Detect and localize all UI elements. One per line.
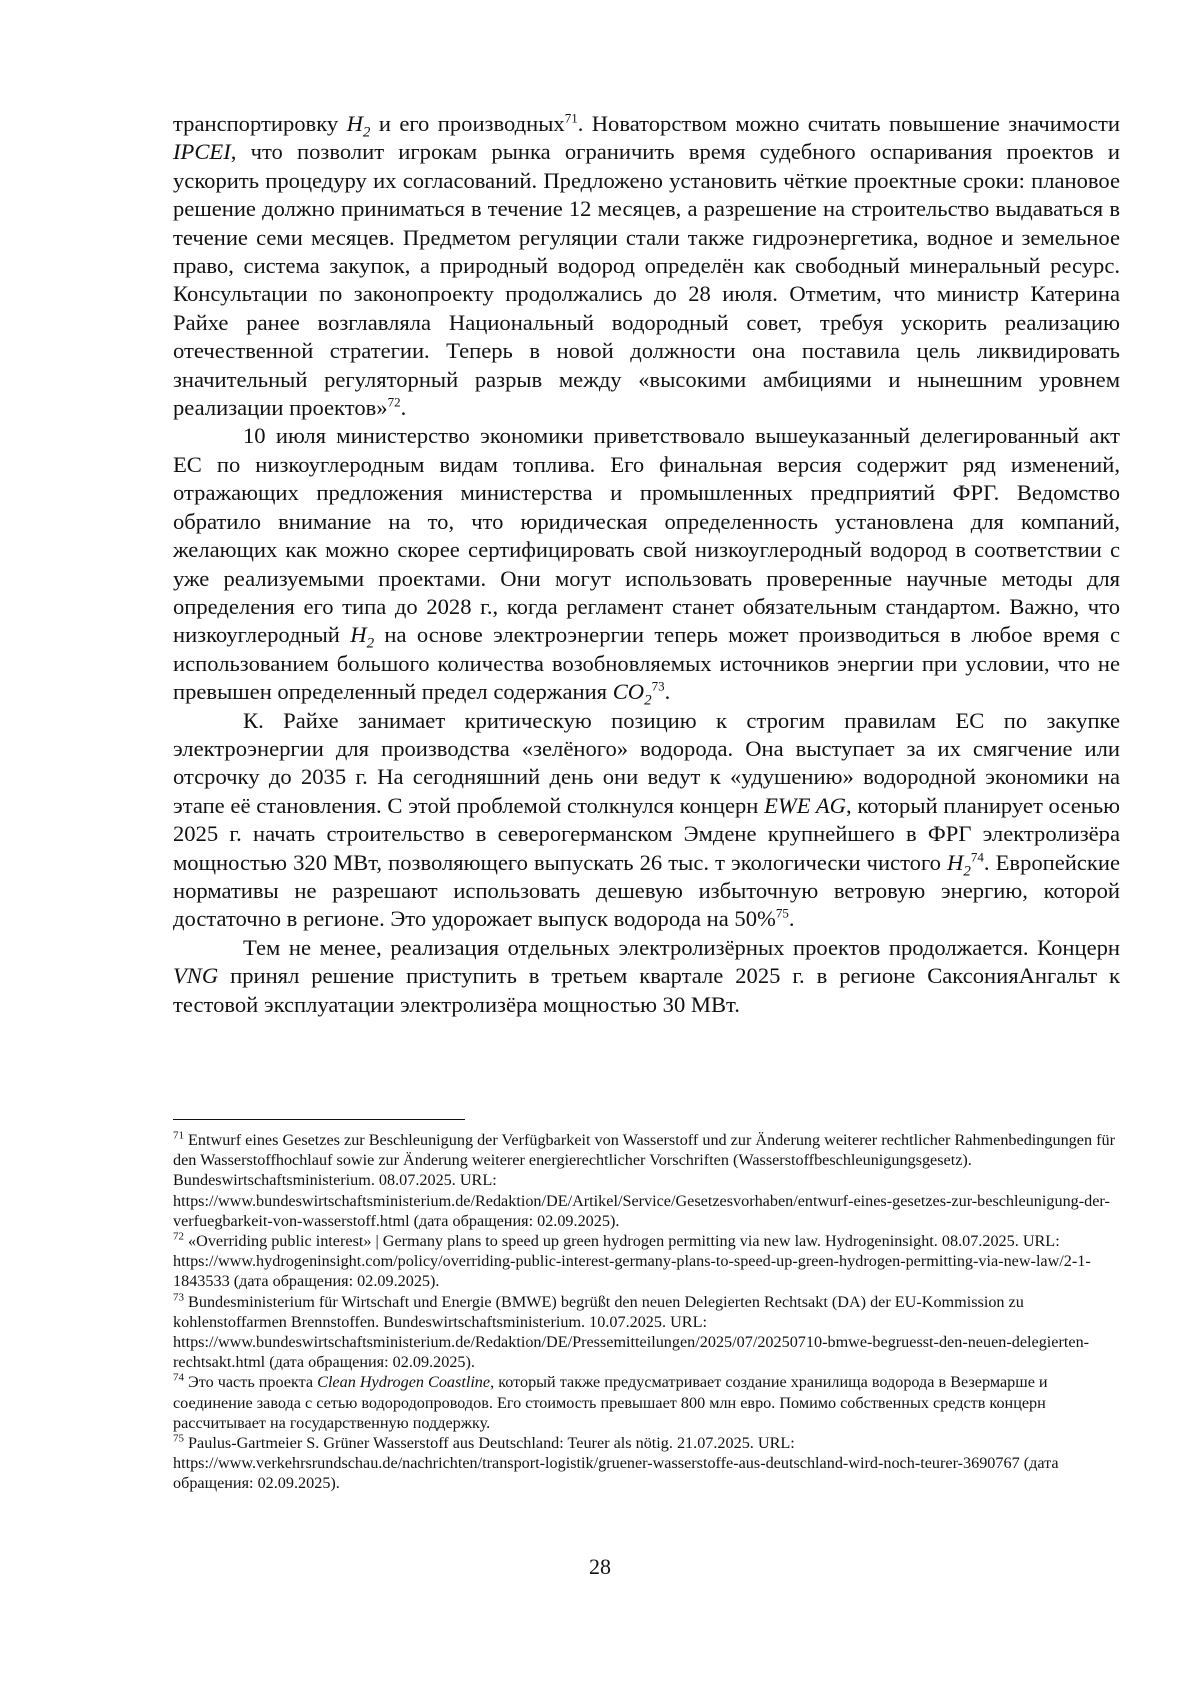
text-run: . bbox=[664, 679, 671, 705]
text-run: , что позволит игрокам рынка ограничить время судебного оспаривания проектов и ускорить процедуру их согласований. Предложено установить чёткие проектные сроки: плановое решение должно приниматься в течение 12 месяцев, а разрешение на строительство выдаваться в течение семи месяцев. Предметом регуляции стали также гидроэнергетика, водное и земельное право, система закупок, а природный водород определён как свободный минеральный ресурс. Консультации по законопроекту продолжались до 28 июля. Отметим, что министр Катерина Райхе ранее возглавляла Национальный водородный совет, требуя ускорить реализацию отечественной стратегии. Теперь в новой должности она поставила цель ликвидировать значительный регуляторный разрыв между «высокими амбициями и нынешним уровнем реализации проектов» bbox=[173, 139, 1120, 421]
footnote-ref: 72 bbox=[173, 1230, 184, 1243]
italic-text: IPCEI bbox=[173, 139, 231, 165]
text-run: , который также предусматривает создание хранилища водорода в Везермарше и соединение завода с сетью водородопроводов. Его стоимость превышает 800 млн евро. Помимо собственных средств концерн рассчитывает на государственную поддержку. bbox=[173, 1373, 1048, 1432]
footnotes bbox=[173, 1130, 1120, 1494]
subscript: 2 bbox=[366, 635, 375, 652]
text-run: . bbox=[400, 395, 407, 421]
text-run: К. Райхе занимает критическую позицию к строгим правилам ЕС по закупке электроэнергии для производства «зелёного» водорода. Она выступает за их смягчение или отсрочку до 2035 г. На сегодняшний день они ведут к «удушению» водородной экономики на этапе её становления. С этой проблемой столкнулся концерн bbox=[173, 707, 1120, 818]
text-run: Тем не менее, реализация отдельных электролизёрных проектов продолжается. Концерн bbox=[243, 934, 1120, 960]
text-run: принял решение приступить в третьем квартале 2025 г. в регионе СаксонияАнгальт к тестовой эксплуатации электролизёра мощностью 30 МВт. bbox=[173, 963, 1120, 1017]
footnote-ref: 75 bbox=[775, 905, 789, 921]
footnote-separator bbox=[173, 1119, 465, 1120]
footnote-74 bbox=[173, 1372, 1120, 1433]
paragraph-4 bbox=[173, 934, 1120, 1019]
subscript: 2 bbox=[644, 692, 652, 709]
footnote-ref: 72 bbox=[387, 394, 401, 410]
italic-text: H bbox=[350, 622, 367, 648]
footnote-ref: 75 bbox=[173, 1432, 184, 1445]
text-run: . Новаторством можно считать повышение значимости bbox=[577, 111, 1121, 136]
text-run: Это часть проекта bbox=[184, 1373, 318, 1392]
text-run: на основе электроэнергии теперь может производиться в любое время с использованием большого количества возобновляемых источников энергии при условии, что не превышен определенный предел содержания bbox=[173, 622, 1120, 705]
text-run: транспортировку bbox=[173, 111, 347, 136]
text-run: 10 июля министерство экономики приветствовало вышеуказанный делегированный акт ЕС по низкоуглеродным видам топлива. Его финальная версия содержит ряд изменений, отражающих предложения министерства и промышленных предприятий ФРГ. Ведомство обратило внимание на то, что юридическая определенность установлена для компаний, желающих как можно скорее сертифицировать свой низкоуглеродный водород в соответствии с уже реализуемыми проектами. Они могут использовать проверенные научные методы для определения его типа до 2028 г., когда регламент станет обязательным стандартом. Важно, что низкоуглеродный bbox=[173, 423, 1120, 648]
page-number: 28 bbox=[589, 1554, 611, 1579]
footnote-71 bbox=[173, 1130, 1120, 1231]
paragraph-2 bbox=[173, 422, 1120, 709]
paragraph-3 bbox=[173, 707, 1120, 934]
text-run: «Overriding public interest» | Germany plans to speed up green hydrogen permitting via new law. Hydrogeninsight. 08.07.2025. URL: https://www.hydrogeninsight.com/policy/overriding-public-interest-germany-plans-to-speed-up-green-hydrogen-permitting-via-new-law/2-1-1843533 (дата обращения: 02.09.2025). bbox=[173, 1232, 1091, 1291]
text-run: Bundesministerium für Wirtschaft und Energie (BMWE) begrüßt den neuen Delegierten Rechtsakt (DA) der EU-Kommission zu kohlenstoffarmen Brennstoffen. Bundeswirtschaftsministerium. 10.07.2025. URL: https://www.bundeswirtschaftsministerium.de/Redaktion/DE/Pressemitteilungen/2025/07/20250710-bmwe-begruesst-den-neuen-delegierten-rechtsakt.html (дата обращения: 02.09.2025). bbox=[173, 1292, 1090, 1372]
footnote-ref: 71 bbox=[173, 1129, 184, 1142]
footnote-73 bbox=[173, 1292, 1120, 1373]
italic-text: VNG bbox=[173, 963, 219, 989]
subscript: 2 bbox=[362, 124, 371, 141]
text-run: , который планирует осенью 2025 г. начать строительство в северогерманском Эмдене крупнейшего в ФРГ электролизёра мощностью 320 МВт, позволяющего выпускать 26 тыс. т экологически чистого bbox=[173, 792, 1121, 875]
footnote-ref: 74 bbox=[173, 1372, 184, 1385]
subscript: 2 bbox=[963, 863, 971, 880]
italic-text: CO bbox=[612, 679, 645, 705]
footnote-72 bbox=[173, 1231, 1120, 1292]
text-run: . Европейские нормативы не разрешают использовать дешевую избыточную ветровую энергию, которой достаточно в регионе. Это удорожает выпуск водорода на 50% bbox=[173, 849, 1120, 932]
italic-text: EWE AG bbox=[764, 792, 846, 818]
main-text bbox=[173, 110, 1120, 1019]
text-run: и его производных bbox=[370, 111, 565, 136]
paragraph-1 bbox=[173, 110, 1120, 422]
italic-text: Clean Hydrogen Coastline bbox=[317, 1373, 491, 1392]
footnote-75 bbox=[173, 1433, 1120, 1494]
footnote-ref: 71 bbox=[564, 110, 578, 126]
italic-text: H bbox=[346, 111, 363, 136]
footnote-ref: 73 bbox=[651, 678, 665, 694]
footnote-ref: 73 bbox=[173, 1291, 184, 1304]
italic-text: H bbox=[947, 849, 964, 875]
footnote-ref: 74 bbox=[970, 849, 984, 865]
text-run: Paulus-Gartmeier S. Grüner Wasserstoff aus Deutschland: Teurer als nötig. 21.07.2025. URL: https://www.verkehrsrundschau.de/nachrichten/transport-logistik/gruener-wasserstoffe-aus-deutschland-wird-noch-teurer-3690767 (дата обращения: 02.09.2025). bbox=[173, 1434, 1059, 1493]
text-run: Entwurf eines Gesetzes zur Beschleunigung der Verfügbarkeit von Wasserstoff und zur Änderung weiterer rechtlicher Rahmenbedingungen für den Wasserstoffhochlauf sowie zur Änderung weiterer energierechtlicher Vorschriften (Wasserstoffbeschleunigungsgesetz). Bundeswirtschaftsministerium. 08.07.2025. URL: https://www.bundeswirtschaftsministerium.de/Redaktion/DE/Artikel/Service/Gesetzesvorhaben/entwurf-eines-gesetzes-zur-beschleunigung-der-verfuegbarkeit-von-wasserstoff.html (дата обращения: 02.09.2025). bbox=[173, 1131, 1115, 1230]
text-run: . bbox=[788, 906, 795, 932]
